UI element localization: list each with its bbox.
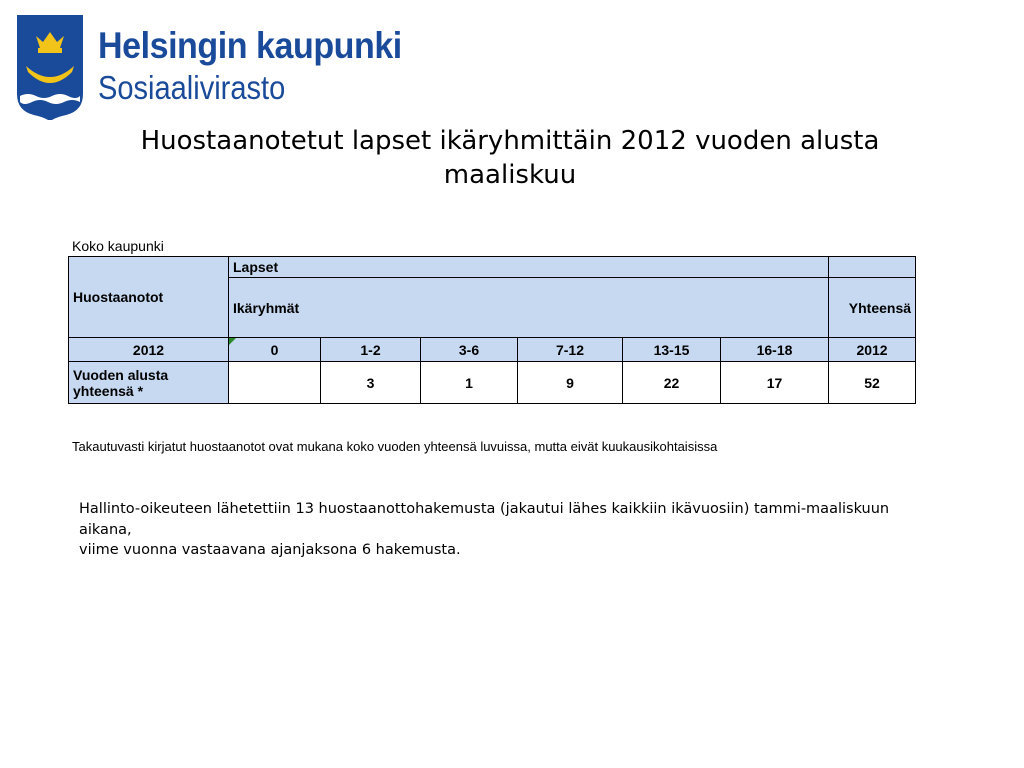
subgroup-label: Ikäryhmät — [233, 299, 300, 316]
title-line-2: maaliskuu — [443, 160, 577, 190]
title-line-1: Huostaanotetut lapset ikäryhmittäin 2012 vuoden alusta — [140, 126, 880, 156]
value-age-1-2: 3 — [321, 362, 421, 404]
table-caption: Koko kaupunki — [72, 238, 164, 254]
age-group-13-15: 13-15 — [623, 338, 721, 362]
group-header-empty — [829, 257, 916, 278]
value-age-7-12: 9 — [518, 362, 623, 404]
value-age-3-6: 1 — [421, 362, 518, 404]
group-header-cell — [229, 257, 829, 278]
value-age-0 — [229, 362, 321, 404]
row-header-label: Huostaanotot — [73, 289, 164, 305]
value-age-13-15: 22 — [623, 362, 721, 404]
helsinki-logo — [16, 14, 402, 120]
subgroup-header-cell — [229, 278, 829, 338]
age-group-1-2: 1-2 — [321, 338, 421, 362]
paragraph-line-1: Hallinto-oikeuteen lähetettiin 13 huostaanottohakemusta (jakautui lähes kaikkiin ikävuosiin) tammi-maaliskuun aikana, — [79, 501, 890, 538]
total-year-cell: 2012 — [829, 338, 916, 362]
total-label: Yhteensä — [848, 299, 912, 316]
age-group-16-18: 16-18 — [721, 338, 829, 362]
row-header-cell — [69, 257, 229, 338]
row-label-line-1: Vuoden alusta — [73, 366, 169, 383]
row-label-line-2: yhteensä * — [73, 382, 144, 399]
value-age-16-18: 17 — [721, 362, 829, 404]
footnote: Takautuvasti kirjatut huostaanotot ovat mukana koko vuoden yhteensä luvuissa, mutta eivät kuukausikohtaisissa — [72, 439, 718, 454]
age-group-7-12: 7-12 — [518, 338, 623, 362]
total-header-cell — [829, 278, 916, 338]
row-label-cell — [69, 362, 229, 404]
helsinki-crest-icon — [16, 14, 84, 120]
org-department: Sosiaalivirasto — [98, 69, 286, 106]
paragraph-line-2: viime vuonna vastaavana ajanjaksona 6 hakemusta. — [79, 542, 461, 558]
value-total: 52 — [829, 362, 916, 404]
table-row — [69, 362, 916, 404]
page-title — [120, 124, 900, 192]
age-group-0: 0 — [229, 338, 321, 362]
org-name: Helsingin kaupunki — [98, 25, 402, 66]
info-paragraph — [79, 499, 899, 561]
age-group-3-6: 3-6 — [421, 338, 518, 362]
statistics-table — [68, 256, 916, 404]
group-label: Lapset — [233, 259, 279, 275]
year-cell: 2012 — [69, 338, 229, 362]
